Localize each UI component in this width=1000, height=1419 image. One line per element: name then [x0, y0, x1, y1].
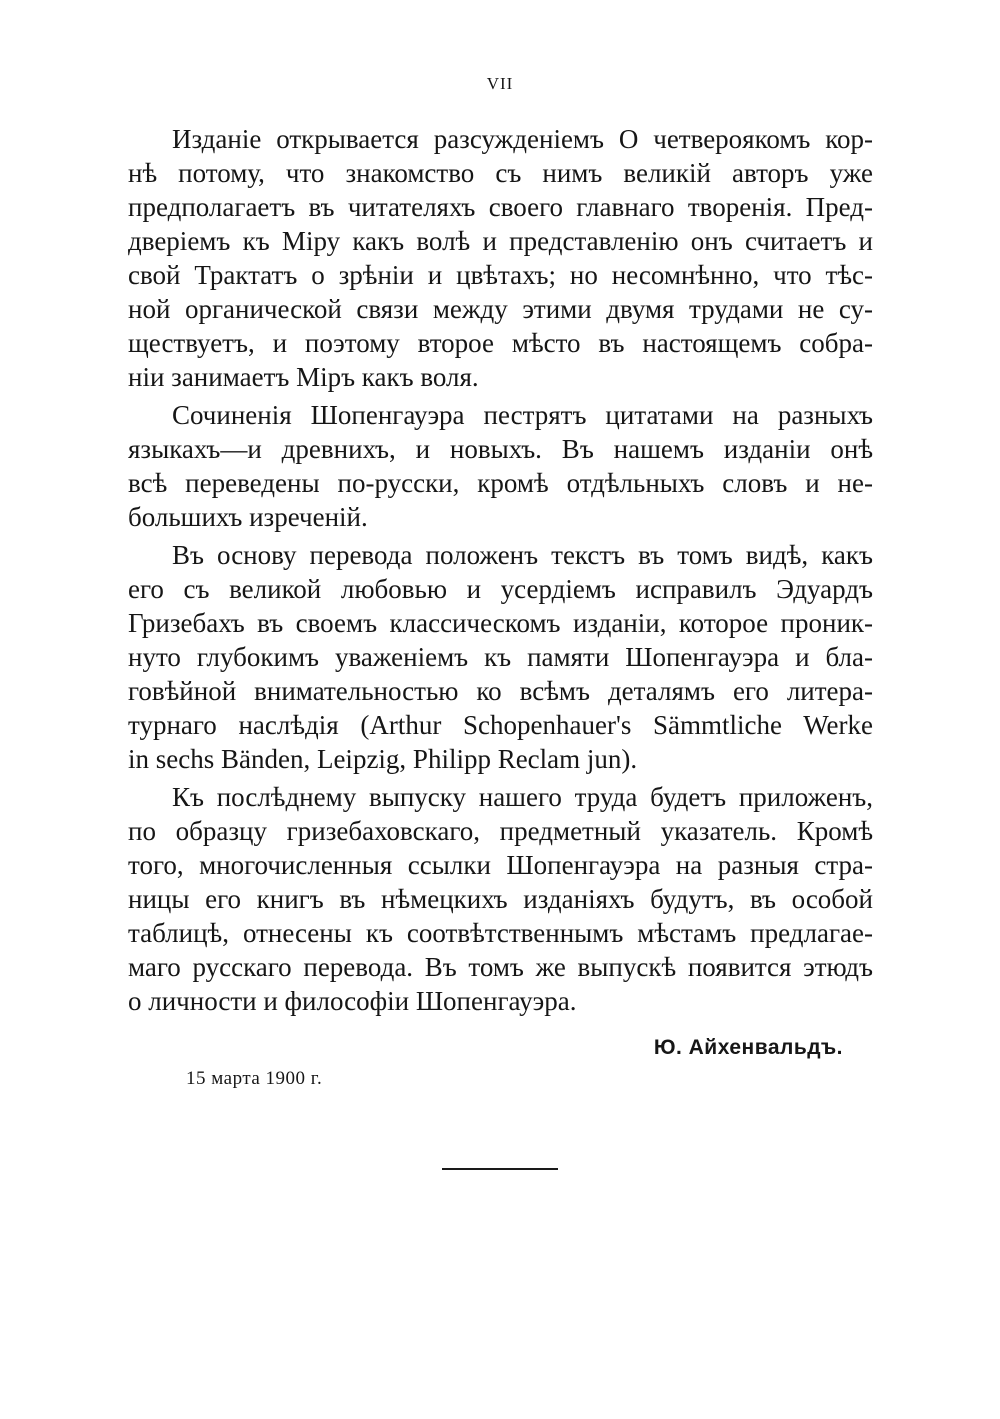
author-signature: Ю. Айхенвальдъ.	[653, 1036, 843, 1059]
date-line: 15 марта 1900 г.	[186, 1068, 323, 1089]
text-line: маго русскаго перевода. Въ томъ же выпускѣ появится этюдъ	[128, 952, 873, 982]
text-line: Въ основу перевода положенъ текстъ въ томъ видѣ, какъ	[172, 540, 873, 570]
text-line: ницы его книгъ въ нѣмецкихъ изданіяхъ будутъ, въ особой	[128, 884, 873, 914]
text-line: Гризебахъ въ своемъ классическомъ изданіи, которое проник-	[128, 608, 873, 638]
text-line: предполагаетъ въ читателяхъ своего главнаго творенія. Пред-	[128, 192, 873, 222]
text-line: всѣ переведены по-русски, кромѣ отдѣльныхъ словъ и не-	[128, 468, 873, 498]
text-line: Сочиненія Шопенгауэра пестрятъ цитатами на разныхъ	[172, 400, 873, 430]
text-line: ществуетъ, и поэтому второе мѣсто въ настоящемъ собра-	[128, 328, 873, 358]
text-line: нѣ потому, что знакомство съ нимъ великій авторъ уже	[128, 158, 873, 188]
paragraph	[128, 122, 873, 394]
body-text	[128, 122, 873, 1018]
text-line: дверіемъ къ Міру какъ волѣ и представленію онъ считаетъ и	[128, 226, 873, 256]
text-line: таблицѣ, отнесены къ соотвѣтственнымъ мѣстамъ предлагае-	[128, 918, 873, 948]
text-line: по образцу гризебаховскаго, предметный указатель. Кромѣ	[128, 816, 873, 846]
closing-rule	[442, 1168, 558, 1170]
text-line: Къ послѣднему выпуску нашего труда будетъ приложенъ,	[172, 782, 873, 812]
text-line: говѣйной внимательностью ко всѣмъ деталямъ его литера-	[128, 676, 873, 706]
text-line: ной органической связи между этими двумя трудами не су-	[128, 294, 873, 324]
text-line: ніи занимаетъ Міръ какъ воля.	[128, 362, 479, 392]
text-line: языкахъ—и древнихъ, и новыхъ. Въ нашемъ изданіи онѣ	[128, 434, 873, 464]
text-line: о личности и философіи Шопенгауэра.	[128, 986, 577, 1016]
text-line: турнаго наслѣдія (Arthur Schopenhauer's Sämmtliche Werke	[128, 710, 873, 740]
text-line: Изданіе открывается разсужденіемъ О четверoякомъ кор-	[172, 124, 873, 154]
paragraph	[128, 538, 873, 776]
text-line: того, многочисленныя ссылки Шопенгауэра на разныя стра-	[128, 850, 873, 880]
text-line: in sechs Bänden, Leipzig, Philipp Reclam jun).	[128, 744, 638, 774]
text-line: нуто глубокимъ уваженіемъ къ памяти Шопенгауэра и бла-	[128, 642, 873, 672]
text-line: свой Трактатъ о зрѣніи и цвѣтахъ; но несомнѣнно, что тѣс-	[128, 260, 873, 290]
page-number: VII	[486, 74, 514, 93]
paragraph	[128, 398, 873, 534]
text-line: большихъ изреченій.	[128, 502, 368, 532]
paragraph	[128, 780, 873, 1018]
text-line: его съ великой любовью и усердіемъ исправилъ Эдуардъ	[128, 574, 873, 604]
